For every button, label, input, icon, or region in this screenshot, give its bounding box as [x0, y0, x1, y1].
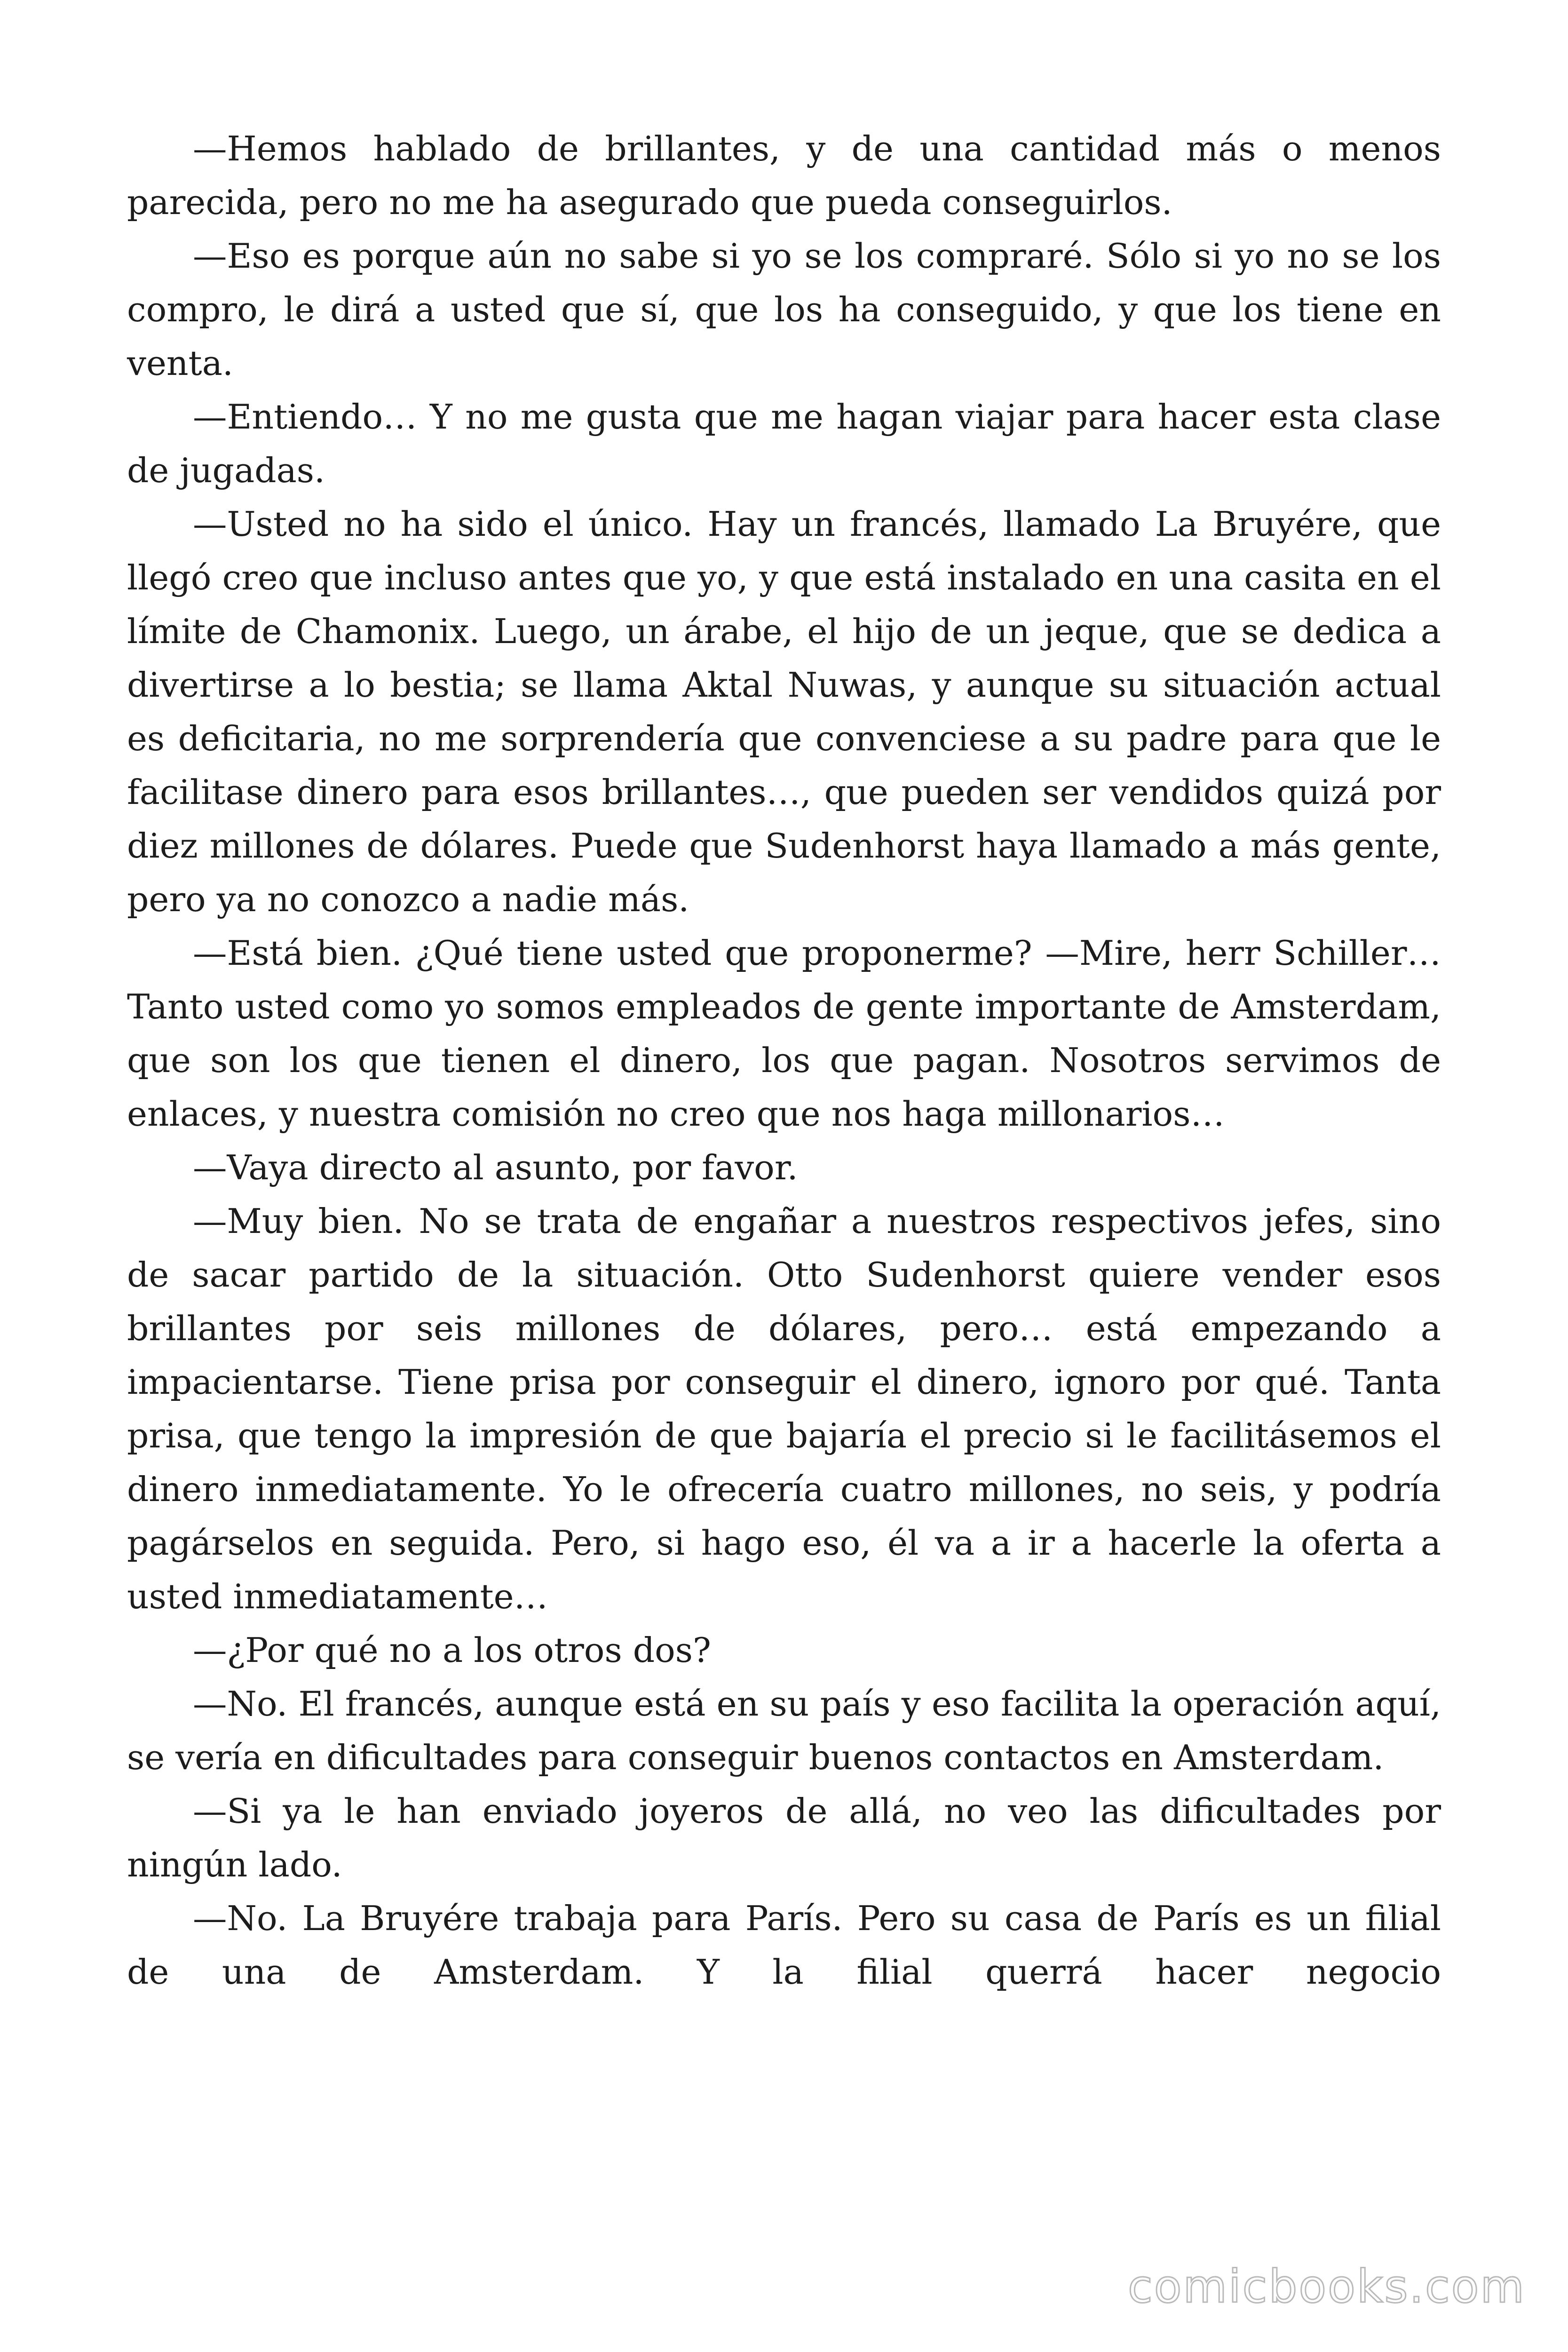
paragraph-10: —Si ya le han enviado joyeros de allá, no veo las dificultades por ningún lado. — [127, 1792, 1441, 1885]
paragraph-8: —¿Por qué no a los otros dos? — [193, 1631, 711, 1670]
paragraph-4: —Usted no ha sido el único. Hay un francés, llamado La Bruyére, que llegó creo que incluso antes que yo, y que está instalado en una casita en el límite de Chamonix. Luego, un árabe, el hijo de un jeque, que se dedica a divertirse a lo bestia; se llama Aktal Nuwas, y aunque su situación actual es deficitaria, no me sorprendería que convenciese a su padre para que le facilitase dinero para esos brillantes…, que pueden ser vendidos quizá por diez millones de dólares. Puede que Sudenhorst haya llamado a más gente, pero ya no conozco a nadie más. — [127, 505, 1441, 920]
paragraph-1: —Hemos hablado de brillantes, y de una cantidad más o menos parecida, pero no me ha asegurado que pueda conseguirlos. — [127, 129, 1441, 222]
paragraph-9: —No. El francés, aunque está en su país y eso facilita la operación aquí, se vería en dificultades para conseguir buenos contactos en Amsterdam. — [127, 1685, 1441, 1778]
paragraph-7: —Muy bien. No se trata de engañar a nuestros respectivos jefes, sino de sacar partido de la situación. Otto Sudenhorst quiere vender esos brillantes por seis millones de dólares, pero… está empezando a impacientarse. Tiene prisa por conseguir el dinero, ignoro por qué. Tanta prisa, que tengo la impresión de que bajaría el precio si le facilitásemos el dinero inmediatamente. Yo le ofrecería cuatro millones, no seis, y podría pagárselos en seguida. Pero, si hago eso, él va a ir a hacerle la oferta a usted inmediatamente… — [127, 1202, 1441, 1617]
watermark-logo: comicbooks.com — [1127, 2260, 1526, 2313]
paragraph-6: —Vaya directo al asunto, por favor. — [193, 1148, 798, 1188]
paragraph-11: —No. La Bruyére trabaja para París. Pero su casa de París es un filial de una de Amsterdam. Y la filial querrá hacer negocio — [127, 1899, 1441, 1992]
paragraph-2: —Eso es porque aún no sabe si yo se los compraré. Sólo si yo no se los compro, le dirá a usted que sí, que los ha conseguido, y que los tiene en venta. — [127, 237, 1441, 383]
paragraph-3: —Entiendo… Y no me gusta que me hagan viajar para hacer esta clase de jugadas. — [127, 397, 1441, 491]
page-body — [127, 122, 1441, 1999]
paragraph-5: —Está bien. ¿Qué tiene usted que proponerme? —Mire, herr Schiller… Tanto usted como yo somos empleados de gente importante de Amsterdam, que son los que tienen el dinero, los que pagan. Nosotros servimos de enlaces, y nuestra comisión no creo que nos haga millonarios… — [127, 934, 1441, 1134]
